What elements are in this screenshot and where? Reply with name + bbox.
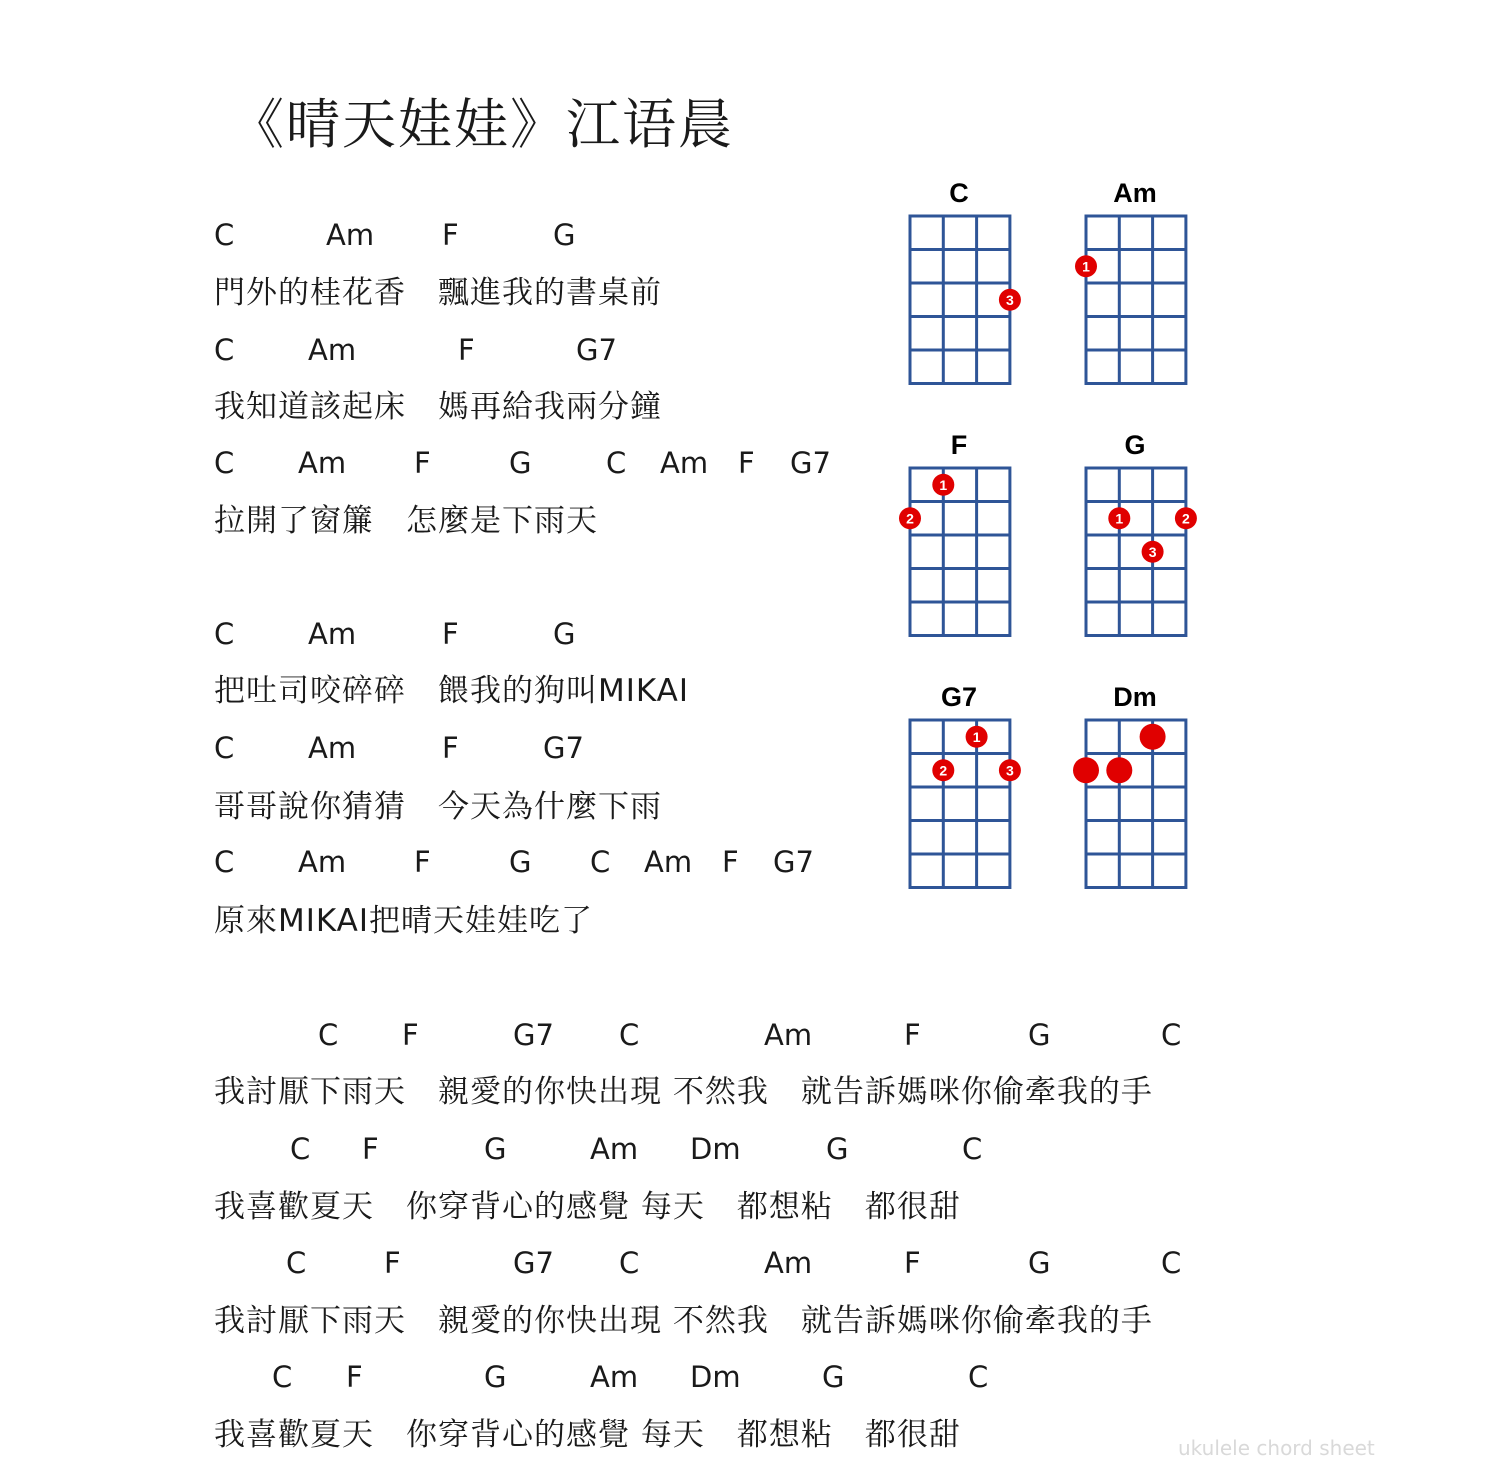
chord-label: Am bbox=[298, 845, 347, 879]
lyric-line: 原來MIKAI把晴天娃娃吃了 bbox=[214, 903, 594, 939]
fretboard-grid bbox=[1080, 430, 1200, 645]
finger-number: 1 bbox=[1115, 510, 1124, 527]
lyric-line: 把吐司咬碎碎 餵我的狗叫MIKAI bbox=[214, 673, 690, 709]
chord-label: F bbox=[442, 617, 459, 651]
fretboard-frame bbox=[910, 720, 1010, 888]
chord-label: Am bbox=[590, 1132, 639, 1166]
chord-label: C bbox=[214, 845, 235, 879]
chord-label: F bbox=[362, 1132, 379, 1166]
chord-label: G bbox=[484, 1360, 507, 1394]
chord-label: G bbox=[826, 1132, 849, 1166]
finger-number: 3 bbox=[1006, 762, 1014, 779]
chord-label: F bbox=[442, 731, 459, 765]
chord-label: C bbox=[1161, 1018, 1182, 1052]
fretboard-grid bbox=[904, 682, 1024, 897]
chord-label: Am bbox=[308, 617, 357, 651]
watermark: ukulele chord sheet bbox=[1178, 1436, 1375, 1460]
chord-label: F bbox=[904, 1018, 921, 1052]
finger-dot bbox=[1140, 724, 1166, 750]
finger-number: 3 bbox=[1006, 291, 1014, 308]
fretboard-grid bbox=[1080, 178, 1200, 393]
finger-number: 2 bbox=[1182, 510, 1190, 527]
lyric-line: 我喜歡夏天 你穿背心的感覺 每天 都想粘 都很甜 bbox=[214, 1189, 961, 1225]
fretboard-grid bbox=[904, 178, 1024, 393]
fretboard-frame bbox=[1086, 468, 1186, 636]
chord-label: C bbox=[290, 1132, 311, 1166]
chord-label: G bbox=[822, 1360, 845, 1394]
chord-label: G7 bbox=[773, 845, 814, 879]
finger-dot bbox=[1073, 757, 1099, 783]
chord-label: C bbox=[286, 1246, 307, 1280]
chord-label: G bbox=[553, 617, 576, 651]
chord-label: C bbox=[1161, 1246, 1182, 1280]
chord-label: F bbox=[738, 446, 755, 480]
fretboard-grid bbox=[904, 430, 1024, 645]
chord-label: G7 bbox=[576, 333, 617, 367]
finger-number: 2 bbox=[906, 510, 914, 527]
chord-label: Am bbox=[308, 731, 357, 765]
chord-label: C bbox=[214, 617, 235, 651]
chord-label: Am bbox=[298, 446, 347, 480]
fretboard-frame bbox=[1086, 216, 1186, 384]
chord-label: G bbox=[1028, 1246, 1051, 1280]
chord-label: C bbox=[619, 1246, 640, 1280]
lyric-line: 我討厭下雨天 親愛的你快出現 不然我 就告訴媽咪你偷牽我的手 bbox=[214, 1074, 1153, 1110]
chord-label: C bbox=[214, 731, 235, 765]
chord-label: C bbox=[590, 845, 611, 879]
chord-label: F bbox=[384, 1246, 401, 1280]
song-title: 《晴天娃娃》江语晨 bbox=[230, 93, 734, 156]
chord-label: C bbox=[619, 1018, 640, 1052]
chord-label: C bbox=[214, 333, 235, 367]
fretboard-frame bbox=[1086, 720, 1186, 888]
chord-label: C bbox=[962, 1132, 983, 1166]
chord-label: Am bbox=[764, 1246, 813, 1280]
chord-label: F bbox=[402, 1018, 419, 1052]
finger-number: 1 bbox=[1082, 258, 1090, 275]
chord-diagram-name: G7 bbox=[940, 682, 978, 712]
chord-label: Am bbox=[326, 218, 375, 252]
chord-diagram-name: F bbox=[950, 430, 968, 460]
chord-label: G7 bbox=[790, 446, 831, 480]
chord-diagram-name: G bbox=[1124, 430, 1146, 460]
lyric-line: 我知道該起床 媽再給我兩分鐘 bbox=[214, 389, 662, 425]
chord-label: G bbox=[1028, 1018, 1051, 1052]
chord-label: Am bbox=[764, 1018, 813, 1052]
finger-dot bbox=[1106, 757, 1132, 783]
chord-label: F bbox=[414, 446, 431, 480]
chord-label: F bbox=[414, 845, 431, 879]
chord-label: C bbox=[214, 446, 235, 480]
chord-label: Am bbox=[590, 1360, 639, 1394]
chord-label: G bbox=[509, 845, 532, 879]
chord-label: Am bbox=[308, 333, 357, 367]
chord-label: C bbox=[272, 1360, 293, 1394]
lyric-line: 哥哥說你猜猜 今天為什麼下雨 bbox=[214, 789, 662, 825]
chord-label: Am bbox=[644, 845, 693, 879]
chord-label: F bbox=[442, 218, 459, 252]
fretboard-grid bbox=[1080, 682, 1200, 897]
chord-label: G bbox=[509, 446, 532, 480]
chord-label: C bbox=[318, 1018, 339, 1052]
lyric-line: 拉開了窗簾 怎麼是下雨天 bbox=[214, 503, 598, 539]
finger-number: 1 bbox=[939, 476, 948, 493]
chord-label: F bbox=[904, 1246, 921, 1280]
chord-label: G7 bbox=[513, 1246, 554, 1280]
lyric-line: 我喜歡夏天 你穿背心的感覺 每天 都想粘 都很甜 bbox=[214, 1417, 961, 1453]
chord-label: F bbox=[722, 845, 739, 879]
chord-label: Dm bbox=[690, 1132, 741, 1166]
chord-label: F bbox=[346, 1360, 363, 1394]
chord-label: G7 bbox=[543, 731, 584, 765]
chord-label: Dm bbox=[690, 1360, 741, 1394]
finger-number: 2 bbox=[939, 762, 948, 779]
chord-label: G bbox=[553, 218, 576, 252]
chord-label: F bbox=[458, 333, 475, 367]
chord-label: C bbox=[606, 446, 627, 480]
fretboard-frame bbox=[910, 468, 1010, 636]
chord-diagram-name: C bbox=[949, 178, 969, 208]
finger-number: 1 bbox=[972, 728, 981, 745]
fretboard-frame bbox=[910, 216, 1010, 384]
lyric-line: 門外的桂花香 飄進我的書桌前 bbox=[214, 275, 662, 311]
chord-label: C bbox=[214, 218, 235, 252]
chord-label: Am bbox=[660, 446, 709, 480]
chord-diagram-name: Am bbox=[1113, 178, 1157, 208]
lyric-line: 我討厭下雨天 親愛的你快出現 不然我 就告訴媽咪你偷牽我的手 bbox=[214, 1303, 1153, 1339]
chord-label: C bbox=[968, 1360, 989, 1394]
finger-number: 3 bbox=[1148, 543, 1157, 560]
chord-label: G7 bbox=[513, 1018, 554, 1052]
chord-diagram-name: Dm bbox=[1113, 682, 1157, 712]
chord-label: G bbox=[484, 1132, 507, 1166]
